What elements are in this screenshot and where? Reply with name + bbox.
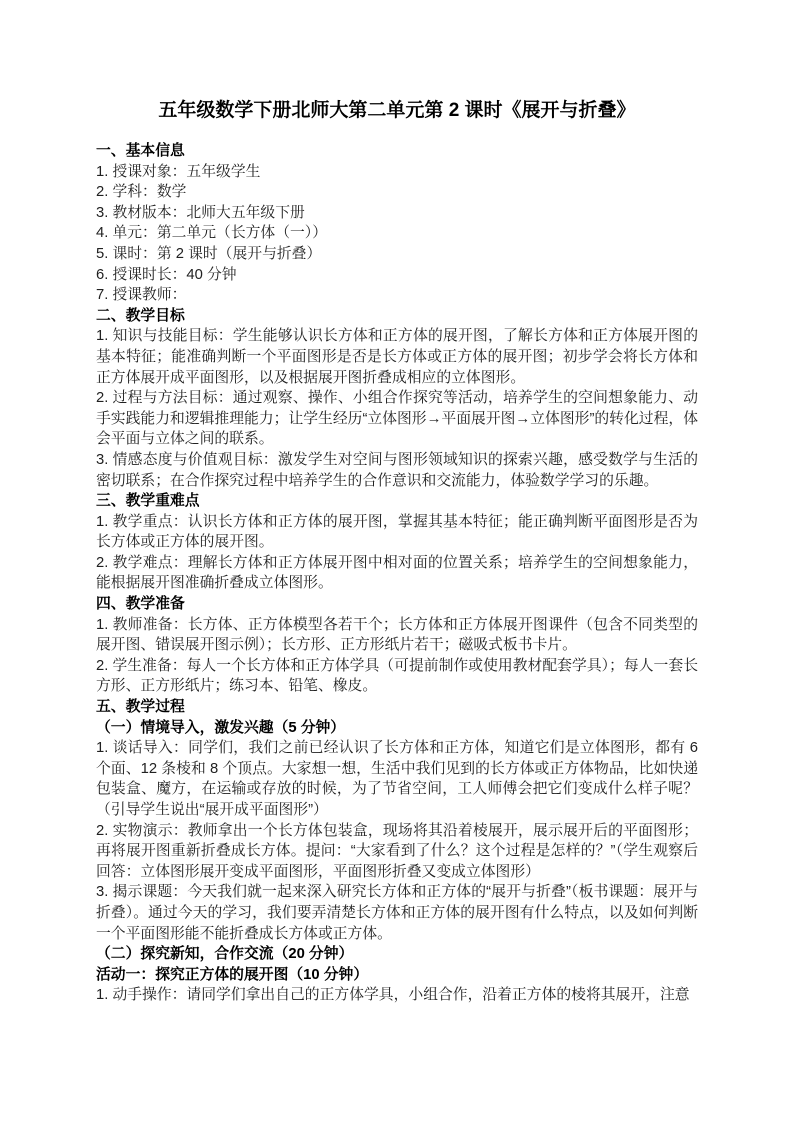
document-body <box>96 141 698 1006</box>
para-hands-on-operation: 1. 动手操作：请同学们拿出自己的正方体学具，小组合作，沿着正方体的棱将其展开，注意 <box>96 987 690 1004</box>
heading-teaching-process: 五、教学过程 <box>96 699 185 716</box>
item-teacher: 7. 授课教师： <box>96 287 187 304</box>
heading-teaching-preparation: 四、教学准备 <box>96 596 185 613</box>
para-talk-intro: 1. 谈话导入：同学们，我们之前已经认识了长方体和正方体，知道它们是立体图形，都有 6 个面、12 条棱和 8 个顶点。大家想一想，生活中我们见到的长方体或正方体物品，比如快递包装盒、魔方，在运输或存放的时候，为了节省空间，工人师傅会把它们变成什么样子呢？（引导学生说出“展开成平面图形”） <box>96 740 698 818</box>
item-textbook-version: 3. 教材版本：北师大五年级下册 <box>96 204 305 221</box>
heading-basic-info: 一、基本信息 <box>96 143 185 159</box>
item-subject: 2. 学科：数学 <box>96 184 187 201</box>
subheading-activity-one: 活动一：探究正方体的展开图（10 分钟） <box>96 966 369 983</box>
para-teacher-preparation: 1. 教师准备：长方体、正方体模型各若干个；长方体和正方体展开图课件（包含不同类型的展开图、错误展开图示例）；长方形、正方形纸片若干；磁吸式板书卡片。 <box>96 616 698 654</box>
para-process-method-goal: 2. 过程与方法目标：通过观察、操作、小组合作探究等活动，培养学生的空间想象能力、动手实践能力和逻辑推理能力；让学生经历“立体图形→平面展开图→立体图形”的转化过程，体会平面与立体之间的联系。 <box>96 390 698 448</box>
item-unit: 4. 单元：第二单元（长方体（一）） <box>96 225 328 242</box>
heading-key-difficult-points: 三、教学重难点 <box>96 493 200 510</box>
para-object-demo: 2. 实物演示：教师拿出一个长方体包装盒，现场将其沿着棱展开，展示展开后的平面图形；再将展开图重新折叠成长方体。提问：“大家看到了什么？这个过程是怎样的？”（学生观察后回答：立体图形展开变成平面图形，平面图形折叠又变成立体图形） <box>96 822 698 880</box>
para-teaching-difficult-point: 2. 教学难点：理解长方体和正方体展开图中相对面的位置关系；培养学生的空间想象能力，能根据展开图准确折叠成立体图形。 <box>96 554 698 592</box>
para-student-preparation: 2. 学生准备：每人一个长方体和正方体学具（可提前制作或使用教材配套学具）；每人一套长方形、正方形纸片；练习本、铅笔、橡皮。 <box>96 657 698 695</box>
document-title: 五年级数学下册北师大第二单元第 2 课时《展开与折叠》 <box>158 100 636 121</box>
subheading-situation-intro: （一）情境导入，激发兴趣（5 分钟） <box>96 719 346 736</box>
heading-teaching-goals: 二、教学目标 <box>96 307 185 324</box>
para-teaching-key-point: 1. 教学重点：认识长方体和正方体的展开图，掌握其基本特征；能正确判断平面图形是否为长方体或正方体的展开图。 <box>96 513 698 551</box>
para-reveal-topic: 3. 揭示课题：今天我们就一起来深入研究长方体和正方体的“展开与折叠”（板书课题：展开与折叠）。通过今天的学习，我们要弄清楚长方体和正方体的展开图有什么特点，以及如何判断一个平面图形能不能折叠成长方体或正方体。 <box>96 884 698 942</box>
subheading-explore-new-knowledge: （二）探究新知，合作交流（20 分钟） <box>96 946 354 963</box>
item-audience: 1. 授课对象：五年级学生 <box>96 163 261 180</box>
item-lesson-period: 5. 课时：第 2 课时（展开与折叠） <box>96 245 322 262</box>
para-emotion-value-goal: 3. 情感态度与价值观目标：激发学生对空间与图形领域知识的探索兴趣，感受数学与生活的密切联系；在合作探究过程中培养学生的合作意识和交流能力，体验数学学习的乐趣。 <box>96 451 698 489</box>
item-duration: 6. 授课时长：40 分钟 <box>96 266 237 283</box>
para-knowledge-skill-goal: 1. 知识与技能目标：学生能够认识长方体和正方体的展开图，了解长方体和正方体展开图的基本特征；能准确判断一个平面图形是否是长方体或正方体的展开图；初步学会将长方体和正方体展开成平面图形，以及根据展开图折叠成相应的立体图形。 <box>96 328 698 386</box>
